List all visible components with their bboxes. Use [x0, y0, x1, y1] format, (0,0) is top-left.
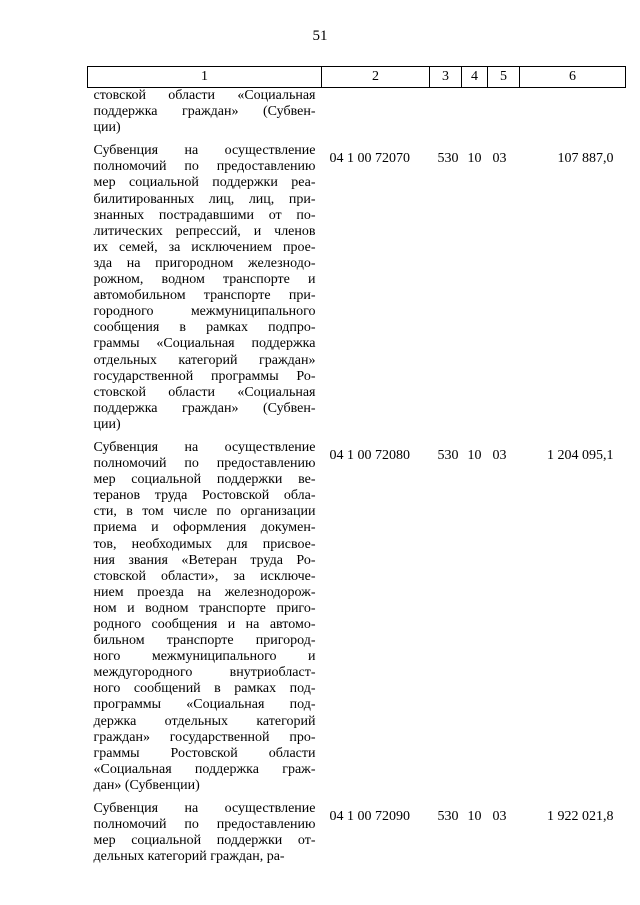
- expense-type-cell: 530: [437, 809, 459, 825]
- table-row: [88, 801, 626, 872]
- description-line: знанных пострадавшими от по-: [93, 207, 316, 223]
- column-header-6: 6: [520, 67, 626, 88]
- target-code-cell: 04 1 00 72070: [329, 151, 410, 167]
- amount-cell: 107 887,0: [557, 151, 614, 167]
- description-line: граммы Ростовской области: [93, 745, 316, 761]
- description-line: Субвенция на осуществление: [93, 801, 316, 817]
- description-cell: [88, 440, 322, 801]
- column-header-5: 5: [488, 67, 520, 88]
- amount-cell: 1 922 021,8: [547, 809, 614, 825]
- description-line: мер социальной поддержки реа-: [93, 175, 316, 191]
- section-cell: 10: [467, 151, 482, 167]
- expense-type-cell: 530: [437, 447, 459, 463]
- description-cell: [88, 88, 322, 144]
- subsection-cell: 03: [492, 809, 507, 825]
- description-line: стовской области «Социальная: [93, 384, 316, 400]
- description-line: дан» (Субвенции): [93, 777, 200, 793]
- description-line: мер социальной поддержки ве-: [93, 472, 316, 488]
- table-row: [88, 440, 626, 801]
- description-line: граммы «Социальная поддержка: [93, 336, 316, 352]
- description-line: ния звания «Ветеран труда Ро-: [93, 552, 316, 568]
- description-line: Субвенция на осуществление: [93, 143, 316, 159]
- description-line: государственной программы Ро-: [93, 368, 316, 384]
- description-line: граждан» государственной про-: [93, 729, 316, 745]
- description-line: ции): [93, 416, 121, 432]
- budget-table: [87, 66, 626, 872]
- description-line: поддержка граждан» (Субвен-: [93, 104, 316, 120]
- amount-cell: 1 204 095,1: [547, 447, 614, 463]
- target-code-cell: 04 1 00 72080: [329, 447, 410, 463]
- description-line: зда на пригородном железнодо-: [93, 255, 316, 271]
- table-row: [88, 143, 626, 440]
- table-header-row: [88, 67, 626, 88]
- subsection-cell: 03: [492, 447, 507, 463]
- description-line: сти, в том числе по организации: [93, 504, 316, 520]
- column-header-2: 2: [322, 67, 430, 88]
- amount-cell: [520, 88, 626, 144]
- description-line: их семей, за исключением прое-: [93, 239, 316, 255]
- description-line: «Социальная поддержка граж-: [93, 761, 316, 777]
- description-line: ции): [93, 120, 121, 136]
- description-line: ного межмуниципального и: [93, 649, 316, 665]
- description-line: междугородного внутриобласт-: [93, 665, 316, 681]
- column-header-4: 4: [462, 67, 488, 88]
- description-line: отдельных категорий граждан»: [93, 352, 316, 368]
- expense-type-cell: [430, 88, 462, 144]
- description-line: родного сообщения и на автомо-: [93, 617, 316, 632]
- table-body: [88, 88, 626, 873]
- column-header-1: 1: [88, 67, 322, 88]
- description-line: ного сообщений в рамках под-: [93, 681, 316, 697]
- description-line: поддержка граждан» (Субвен-: [93, 400, 316, 416]
- description-line: тов, необходимых для присвое-: [93, 536, 316, 552]
- description-line: рожном, водном транспорте и: [93, 272, 316, 288]
- section-cell: 10: [467, 447, 482, 463]
- description-line: бильном транспорте пригород-: [93, 633, 316, 649]
- description-line: полномочий по предоставлению: [93, 159, 316, 175]
- description-line: дельных категорий граждан, ра-: [93, 849, 285, 865]
- target-code-cell: [322, 88, 430, 144]
- subsection-cell: [488, 88, 520, 144]
- description-line: городного межмуниципального: [93, 304, 316, 320]
- description-line: полномочий по предоставлению: [93, 817, 316, 833]
- description-line: литических репрессий, и членов: [93, 223, 316, 239]
- description-line: билитированных лиц, лиц, при-: [93, 191, 316, 207]
- expense-type-cell: 530: [437, 151, 459, 167]
- description-line: нием проезда на железнодорож-: [93, 584, 316, 600]
- description-line: сообщения в рамках подпро-: [93, 320, 316, 336]
- description-line: Субвенция на осуществление: [93, 439, 316, 455]
- description-cell: [88, 143, 322, 440]
- description-line: стовской области «Социальная: [93, 88, 316, 103]
- description-line: автомобильном транспорте при-: [93, 288, 316, 304]
- description-line: ном и водном транспорте приго-: [93, 600, 316, 616]
- page-number: 51: [312, 28, 328, 44]
- description-line: полномочий по предоставлению: [93, 456, 316, 472]
- table-row: [88, 88, 626, 144]
- section-cell: 10: [467, 809, 482, 825]
- description-cell: [88, 801, 322, 872]
- description-line: приема и оформления докумен-: [93, 520, 316, 536]
- subsection-cell: 03: [492, 151, 507, 167]
- description-line: программы «Социальная под-: [93, 697, 316, 713]
- description-line: мер социальной поддержки от-: [93, 833, 316, 849]
- description-line: теранов труда Ростовской обла-: [93, 488, 316, 504]
- description-line: стовской области», за исключе-: [93, 568, 316, 584]
- description-line: держка отдельных категорий: [93, 713, 316, 729]
- target-code-cell: 04 1 00 72090: [329, 809, 410, 825]
- column-header-3: 3: [430, 67, 462, 88]
- section-cell: [462, 88, 488, 144]
